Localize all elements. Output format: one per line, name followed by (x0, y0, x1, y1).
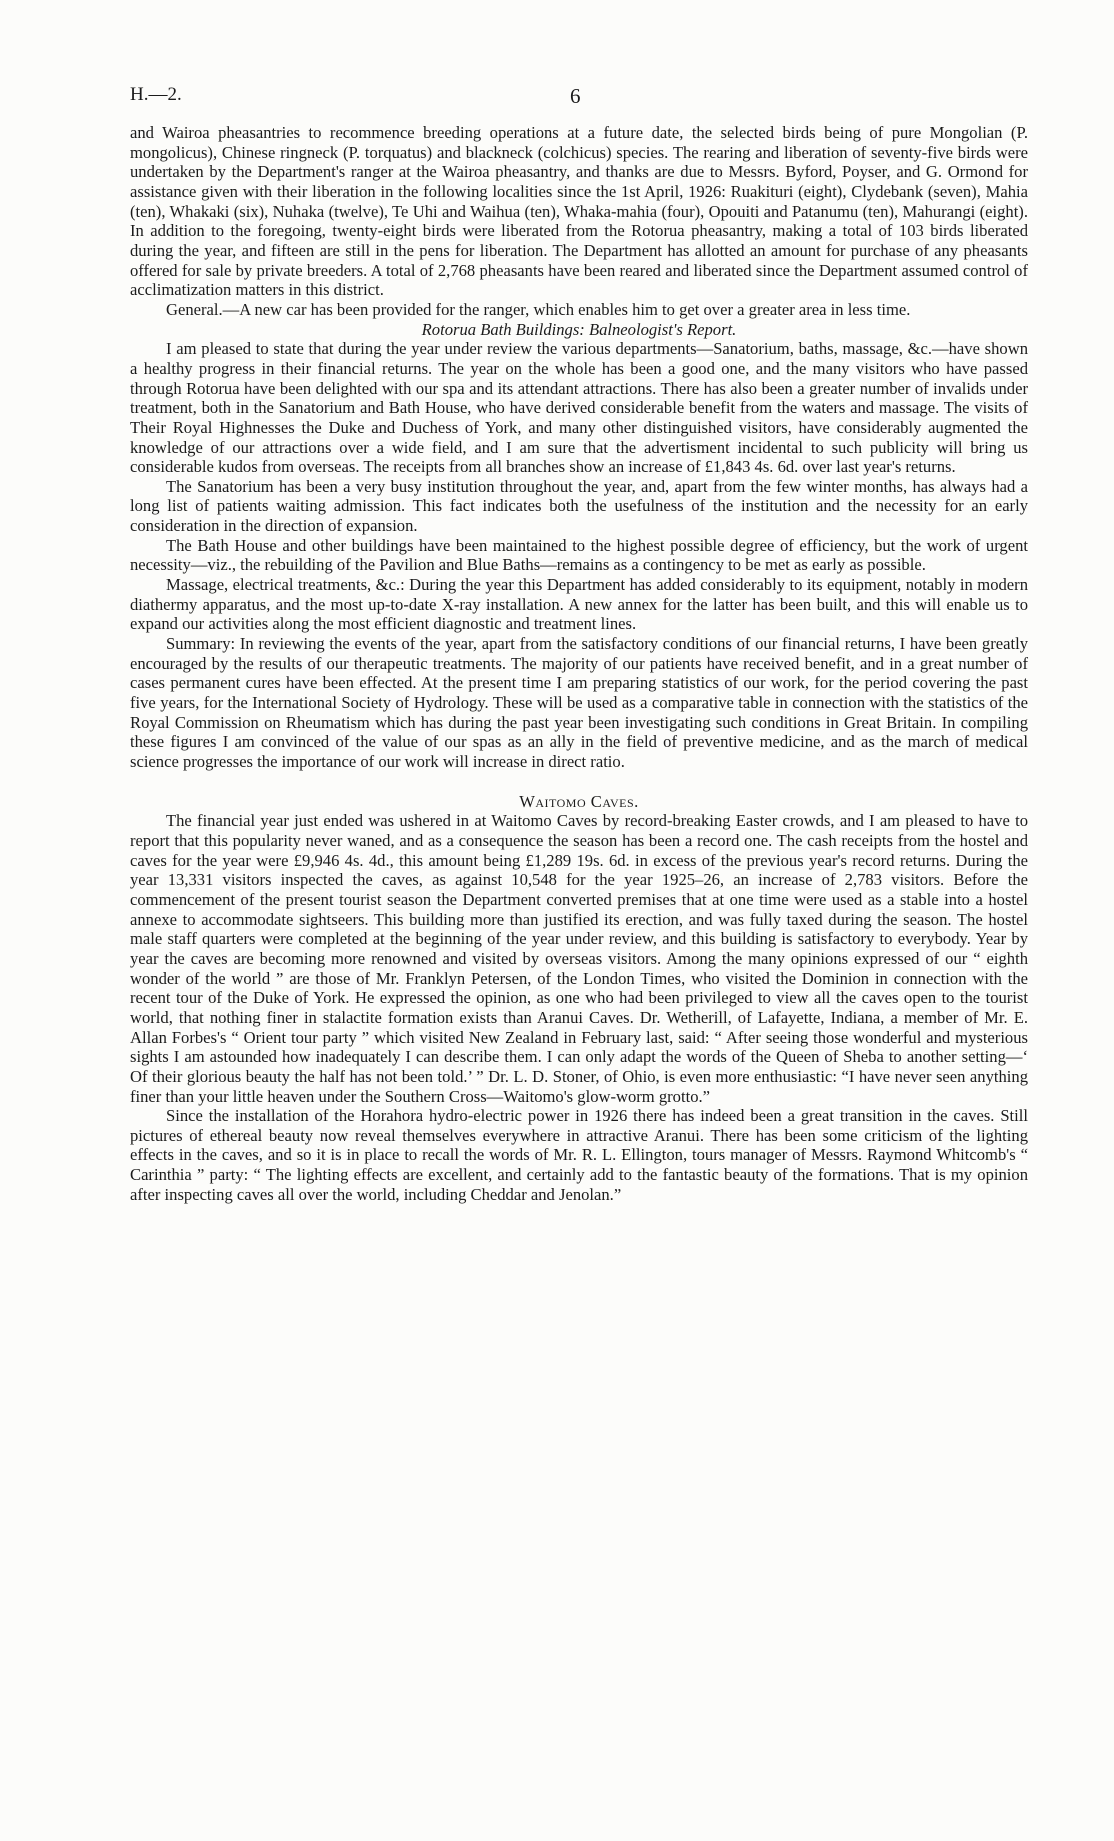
waitomo-caves-section (130, 792, 1028, 1205)
paragraph: and Wairoa pheasantries to recommence breeding operations at a future date, the selected birds being of pure Mongolian (P. mongolicus), Chinese ringneck (P. torquatus) and blackneck (colchicus) species. The rearing and liberation of seventy-five birds were undertaken by the Department's ranger at the Wairoa pheasantry, and thanks are due to Messrs. Byford, Poyser, and G. Ormond for assistance given with their liberation in the following localities since the 1st April, 1926: Ruakituri (eight), Clydebank (seven), Mahia (ten), Whakaki (six), Nuhaka (twelve), Te Uhi and Waihua (ten), Whaka-mahia (four), Opouiti and Patanumu (ten), Mahurangi (eight). In addition to the foregoing, twenty-eight birds were liberated from the Rotorua pheasantry, making a total of 103 birds liberated during the year, and fifteen are still in the pens for liberation. The Department has allotted an amount for purchase of any pheasants offered for sale by private breeders. A total of 2,768 pheasants have been reared and liberated since the Department assumed control of acclimatization matters in this district. (130, 123, 1028, 300)
page-number: 6 (570, 84, 581, 108)
page-body (130, 123, 1028, 1204)
paragraph: Massage, electrical treatments, &c.: During the year this Department has added considerably to its equipment, notably in modern diathermy apparatus, and the most up-to-date X-ray installation. A new annex for the latter has been built, and this will enable us to expand our activities along the most efficient diagnostic and treatment lines. (130, 575, 1028, 634)
paragraph: The financial year just ended was ushered in at Waitomo Caves by record-breaking Easter crowds, and I am pleased to have to report that this popularity never waned, and as a consequence the season has been a record one. The cash receipts from the hostel and caves for the year were £9,946 4s. 4d., this amount being £1,289 19s. 6d. in excess of the previous year's record returns. During the year 13,331 visitors inspected the caves, as against 10,548 for the year 1925–26, an increase of 2,783 visitors. Before the commencement of the present tourist season the Department converted premises that at one time were used as a stable into a hostel annexe to accommodate sightseers. This building more than justified its erection, and was fully taxed during the season. The hostel male staff quarters were completed at the beginning of the year under review, and this building is satisfactory to everybody. Year by year the caves are becoming more renowned and visited by overseas visitors. Among the many opinions expressed of our “ eighth wonder of the world ” are those of Mr. Franklyn Petersen, of the London Times, who visited the Dominion in connection with the recent tour of the Duke of York. He expressed the opinion, as one who had been privileged to view all the caves open to the tourist world, that nothing finer in stalactite formation exists than Aranui Caves. Dr. Wetherill, of Lafayette, Indiana, a member of Mr. E. Allan Forbes's “ Orient tour party ” which visited New Zealand in February last, said: “ After seeing those wonderful and mysterious sights I am astounded how inadequately I can describe them. I can only adapt the words of the Queen of Sheba to another setting—‘ Of their glorious beauty the half has not been told.’ ” Dr. L. D. Stoner, of Ohio, is even more enthusiastic: “I have never seen anything finer than your little heaven under the Southern Cross—Waitomo's glow-worm grotto.” (130, 811, 1028, 1106)
paragraph: General.—A new car has been provided for the ranger, which enables him to get over a greater area in less time. (166, 299, 911, 319)
section-heading: Waitomo Caves. (519, 791, 639, 811)
paragraph: The Bath House and other buildings have been maintained to the highest possible degree of efficiency, but the work of urgent necessity—viz., the rebuilding of the Pavilion and Blue Baths—remains as a contingency to be met as early as possible. (130, 535, 1028, 575)
paragraph: The Sanatorium has been a very busy institution throughout the year, and, apart from the few winter months, has always had a long list of patients waiting admission. This fact indicates both the usefulness of the institution and the necessity for an early consideration in the direction of expansion. (130, 476, 1028, 536)
paragraph: I am pleased to state that during the year under review the various departments—Sanatorium, baths, massage, &c.—have shown a healthy progress in their financial returns. The year on the whole has been a good one, and the many visitors who have passed through Rotorua have been delighted with our spa and its attendant attractions. There has also been a greater number of invalids under treatment, both in the Sanatorium and Bath House, who have derived considerable benefit from the waters and massage. The visits of Their Royal Highnesses the Duke and Duchess of York, and many other distinguished visitors, have considerably augmented the knowledge of our attractions over a wide field, and I am sure that the advertisment incidental to such publicity will bring us considerable kudos from overseas. The receipts from all branches show an increase of £1,843 4s. 6d. over last year's returns. (130, 339, 1028, 477)
bath-buildings-section (130, 320, 1028, 772)
paragraph: Since the installation of the Horahora hydro-electric power in 1926 there has indeed been a great transition in the caves. Still pictures of ethereal beauty now reveal themselves everywhere in attractive Aranui. There has been some criticism of the lighting effects in the caves, and so it is in place to recall the words of Mr. R. L. Ellington, tours manager of Messrs. Raymond Whitcomb's “ Carinthia ” party: “ The lighting effects are excellent, and certainly add to the fantastic beauty of the formations. That is my opinion after inspecting caves all over the world, including Cheddar and Jenolan.” (130, 1106, 1028, 1204)
pheasantry-section (130, 123, 1028, 320)
paragraph: Summary: In reviewing the events of the year, apart from the satisfactory conditions of our financial returns, I have been greatly encouraged by the results of our therapeutic treatments. The majority of our patients have received benefit, and in a great number of cases permanent cures have been effected. At the present time I am preparing statistics of our work, for the period covering the past five years, for the International Society of Hydrology. These will be used as a comparative table in connection with the statistics of the Royal Commission on Rheumatism which has during the past year been investigating such conditions in Great Britain. In compiling these figures I am convinced of the value of our spas as an ally in the field of preventive medicine, and as the march of medical science progresses the importance of our work will increase in direct ratio. (130, 634, 1028, 771)
page-header (130, 84, 990, 114)
document-reference: H.—2. (130, 84, 182, 105)
section-heading: Rotorua Bath Buildings: Balneologist's Report. (421, 319, 737, 339)
